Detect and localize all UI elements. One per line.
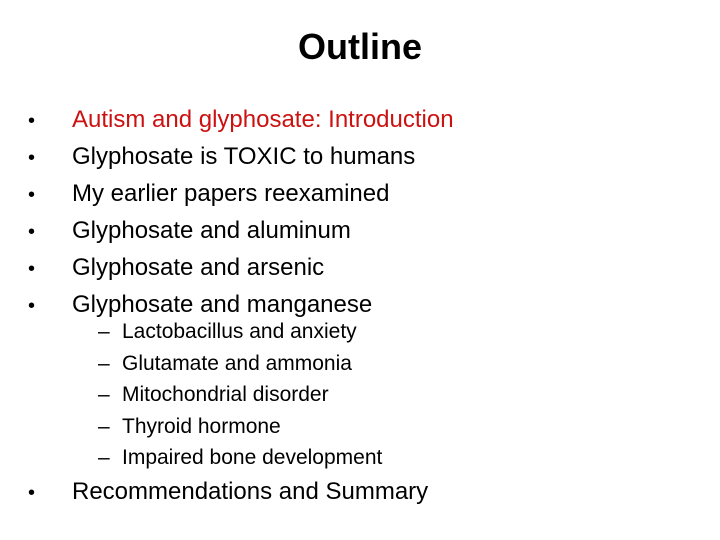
bullet-icon: • xyxy=(28,221,36,243)
bullet-icon: • xyxy=(28,258,36,280)
outline-item-text: Glyphosate and aluminum xyxy=(72,217,351,244)
dash-icon: – xyxy=(98,320,110,343)
dash-icon: – xyxy=(98,383,110,406)
slide-title: Outline xyxy=(298,26,422,67)
outline-subitem xyxy=(98,379,382,411)
outline-subitem xyxy=(98,442,382,474)
outline-item xyxy=(28,250,454,287)
dash-icon: – xyxy=(98,351,110,375)
outline-item-text: My earlier papers reexamined xyxy=(72,180,390,207)
bullet-icon: • xyxy=(28,147,36,169)
outline-item xyxy=(28,139,454,176)
outline-item-text: Glyphosate and arsenic xyxy=(72,254,325,281)
dash-icon: – xyxy=(98,446,110,469)
outline-subitem-text: Thyroid hormone xyxy=(122,414,281,438)
outline-subitem xyxy=(98,316,382,348)
outline-item xyxy=(28,176,454,213)
outline-item xyxy=(28,474,428,511)
outline-item-text: Autism and glyphosate: Introduction xyxy=(72,106,454,133)
bullet-icon: • xyxy=(28,184,36,206)
outline-item xyxy=(28,102,454,139)
outline-item-text: Glyphosate is TOXIC to humans xyxy=(72,143,416,170)
outline-item-text: Glyphosate and manganese xyxy=(72,291,373,318)
bullet-icon: • xyxy=(28,482,36,504)
bullet-icon: • xyxy=(28,295,36,317)
outline-subitem xyxy=(98,411,382,443)
outline-list-final xyxy=(28,474,428,511)
bullet-icon: • xyxy=(28,110,36,132)
outline-sublist xyxy=(98,316,382,474)
outline-subitem-text: Glutamate and ammonia xyxy=(122,351,352,375)
outline-item-text: Recommendations and Summary xyxy=(72,478,429,505)
outline-list xyxy=(28,102,454,324)
outline-subitem-text: Impaired bone development xyxy=(122,446,383,469)
outline-subitem-text: Mitochondrial disorder xyxy=(122,383,329,406)
outline-subitem xyxy=(98,348,382,380)
dash-icon: – xyxy=(98,414,110,438)
outline-item xyxy=(28,213,454,250)
outline-subitem-text: Lactobacillus and anxiety xyxy=(122,320,357,343)
